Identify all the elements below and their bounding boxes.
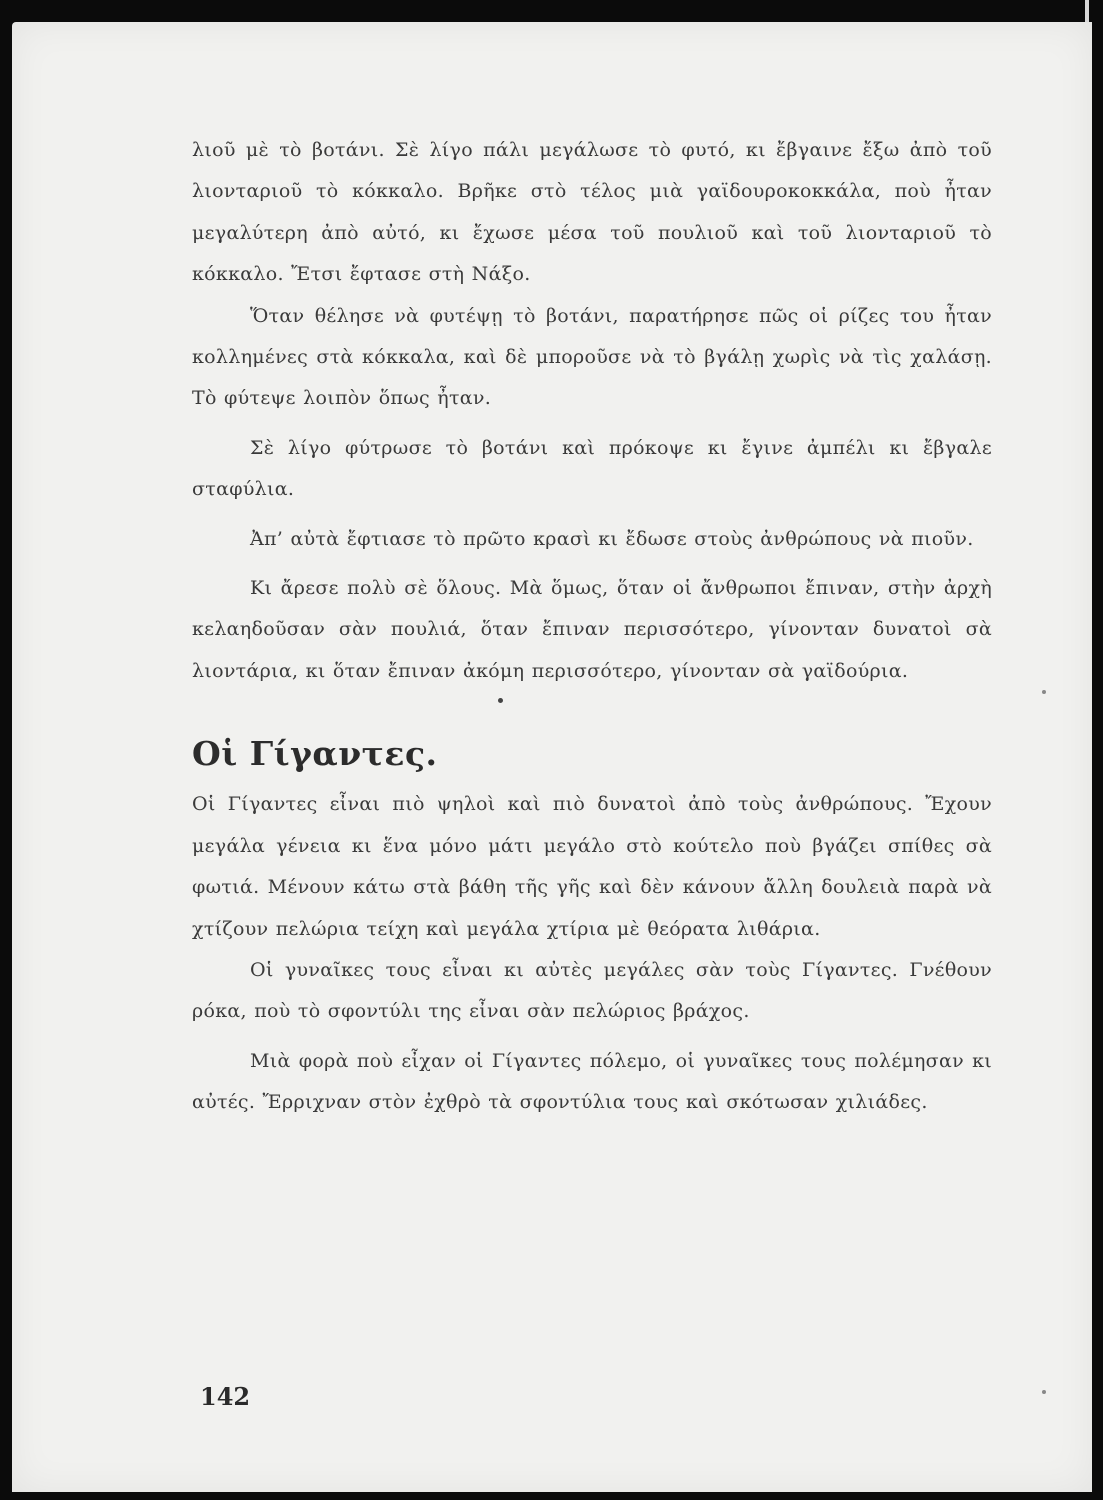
section-heading-text: Οἱ Γίγαντες. [192, 734, 438, 774]
paragraph-giants-description: Οἱ Γίγαντες εἶναι πιὸ ψηλοὶ καὶ πιὸ δυνατοὶ ἀπὸ τοὺς ἀνθρώπους. Ἔχουν μεγάλα γένεια κι ἕνα μόνο μάτι μεγάλο στὸ κούτελο ποὺ βγάζει σπίθες σὰ φωτιά. Μένουν κάτω στὰ βάθη τῆς γῆς καὶ δὲν κάνουν ἄλλη δουλειὰ παρὰ νὰ χτίζουν πελώρια τείχη καὶ μεγάλα χτίρια μὲ θεόρατα λιθάρια. [192, 793, 992, 940]
section-heading-giants [192, 692, 992, 784]
page-text-block [192, 130, 992, 1124]
paragraph-effects-of-wine: Κι ἄρεσε πολὺ σὲ ὅλους. Μὰ ὅμως, ὅταν οἱ ἄνθρωποι ἔπιναν, στὴν ἀρχὴ κελαηδοῦσαν σὰν πουλιά, ὅταν ἔπιναν περισσότερο, γίνονταν δυνατοὶ σὰ λιοντάρια, κι ὅταν ἔπιναν ἀκόμη περισσότερο, γίνονταν σὰ γαϊδούρια. [192, 577, 992, 682]
dust-speck [1042, 690, 1046, 694]
paragraph-giants-war: Μιὰ φορὰ ποὺ εἶχαν οἱ Γίγαντες πόλεμο, οἱ γυναῖκες τους πολέμησαν κι αὐτές. Ἔρριχναν στὸν ἐχθρὸ τὰ σφοντύλια τους καὶ σκότωσαν χιλιάδες. [192, 1049, 992, 1114]
paragraph-planting: Ὅταν θέλησε νὰ φυτέψῃ τὸ βοτάνι, παρατήρησε πῶς οἱ ρίζες του ἦταν κολλημένες στὰ κόκκαλα, καὶ δὲ μποροῦσε νὰ τὸ βγάλῃ χωρὶς νὰ τὶς χαλάσῃ. Τὸ φύτεψε λοιπὸν ὅπως ἦταν. [192, 304, 992, 410]
ink-dot [498, 698, 503, 703]
page-number: 142 [200, 1382, 251, 1411]
paragraph-first-wine: Ἀπ’ αὐτὰ ἔφτιασε τὸ πρῶτο κρασὶ κι ἔδωσε στοὺς ἀνθρώπους νὰ πιοῦν. [250, 527, 974, 550]
dust-speck [1042, 1390, 1046, 1394]
paragraph-giants-women: Οἱ γυναῖκες τους εἶναι κι αὐτὲς μεγάλες σὰν τοὺς Γίγαντες. Γνέθουν ρόκα, ποὺ τὸ σφοντύλι της εἶναι σὰν πελώριος βράχος. [192, 958, 992, 1023]
paragraph-vine-grew: Σὲ λίγο φύτρωσε τὸ βοτάνι καὶ πρόκοψε κι ἔγινε ἀμπέλι κι ἔβγαλε σταφύλια. [192, 436, 992, 501]
paragraph-continuation: λιοῦ μὲ τὸ βοτάνι. Σὲ λίγο πάλι μεγάλωσε τὸ φυτό, κι ἔβγαινε ἔξω ἀπὸ τοῦ λιονταριοῦ τὸ κόκκαλο. Βρῆκε στὸ τέλος μιὰ γαϊδουροκοκκάλα, ποὺ ἦταν μεγαλύτερη ἀπὸ αὐτό, κι ἔχωσε μέσα τοῦ πουλιοῦ καὶ τοῦ λιονταριοῦ τὸ κόκκαλο. Ἔτσι ἔφτασε στὴ Νάξο. [192, 139, 992, 286]
